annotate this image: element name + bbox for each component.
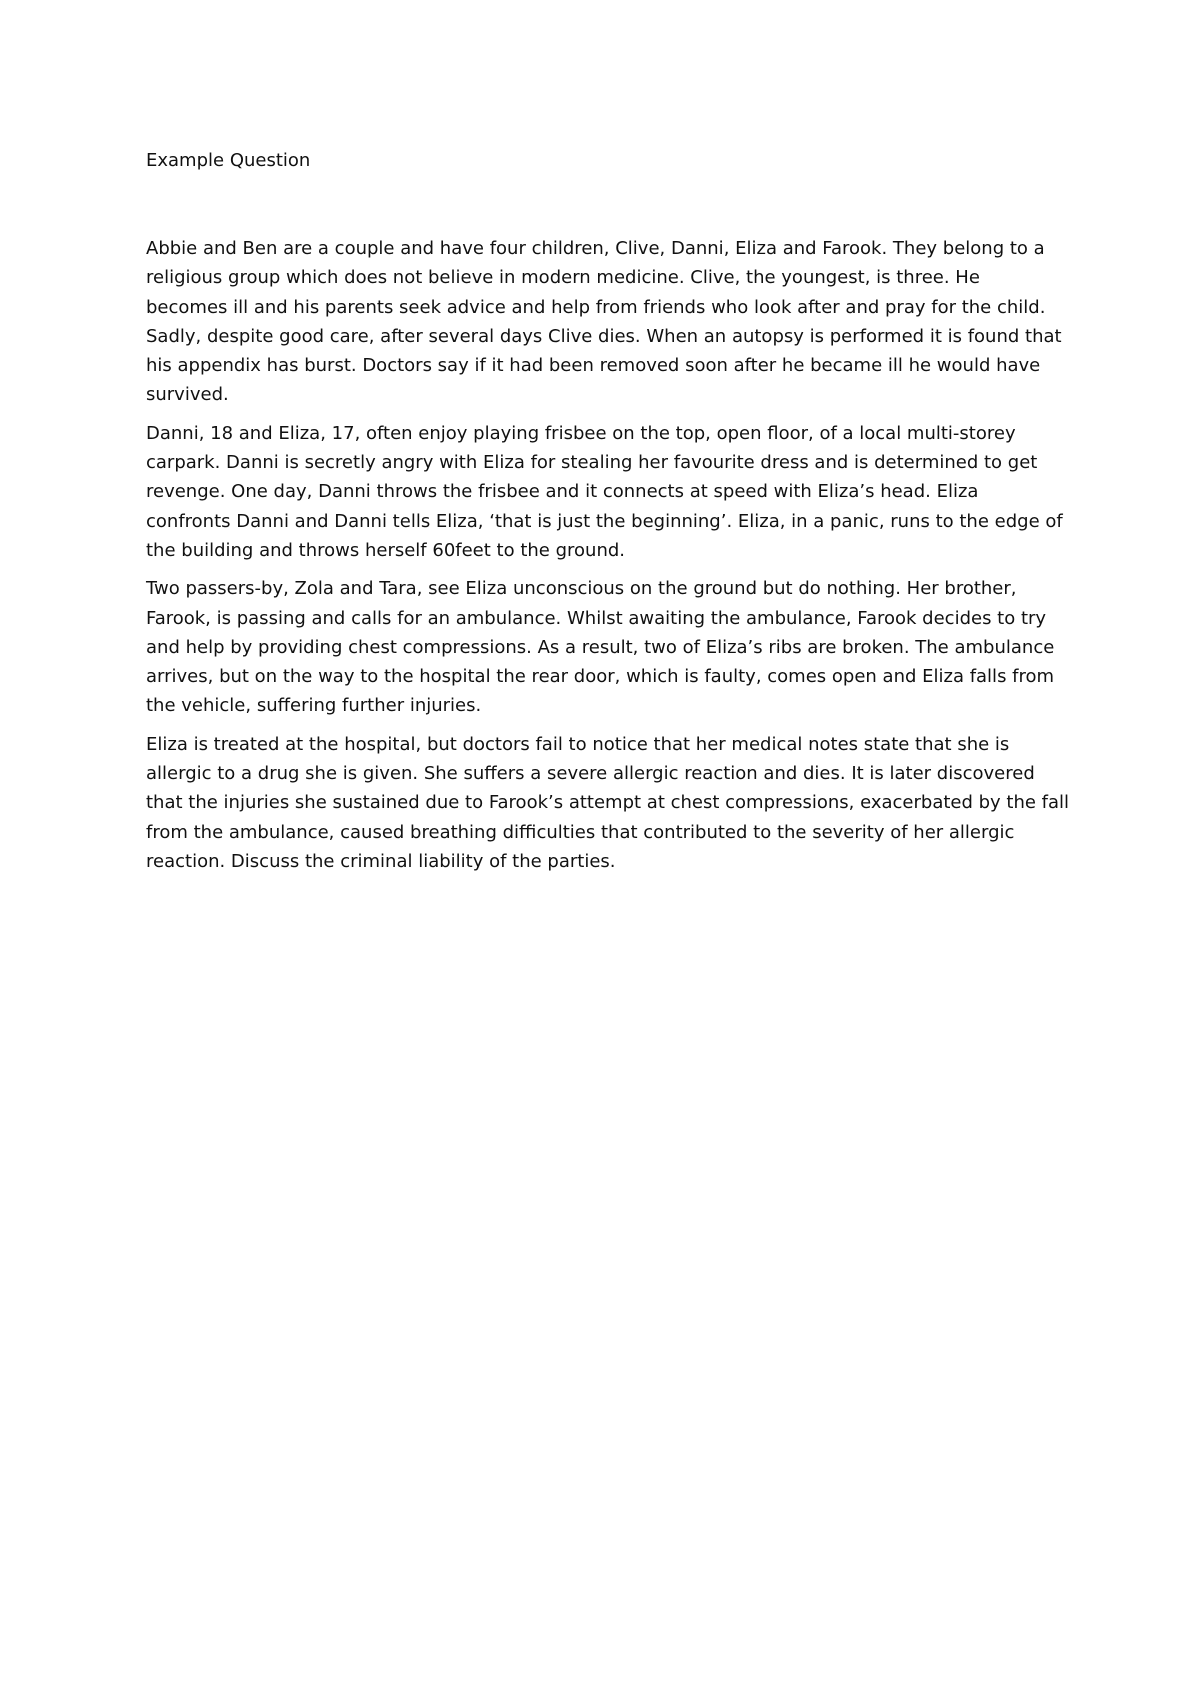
paragraph-line: allergic to a drug she is given. She suffers a severe allergic reaction and dies. It is later discovered bbox=[146, 763, 1035, 785]
document-content bbox=[146, 146, 1070, 885]
paragraph-line: becomes ill and his parents seek advice and help from friends who look after and pray for the child. bbox=[146, 296, 1046, 318]
paragraph-line: the building and throws herself 60feet to the ground. bbox=[146, 539, 625, 561]
document-title: Example Question bbox=[146, 150, 311, 171]
paragraph-line: Farook, is passing and calls for an ambulance. Whilst awaiting the ambulance, Farook decides to try bbox=[146, 607, 1047, 629]
paragraph-clive bbox=[146, 234, 1066, 410]
paragraph-line: religious group which does not believe in modern medicine. Clive, the youngest, is three. He bbox=[146, 267, 980, 289]
paragraph-line: and help by providing chest compressions. As a result, two of Eliza’s ribs are broken. The ambulance bbox=[146, 636, 1055, 658]
paragraph-line: Sadly, despite good care, after several days Clive dies. When an autopsy is performed it is found that bbox=[146, 325, 1062, 347]
paragraph-line: Two passers-by, Zola and Tara, see Eliza unconscious on the ground but do nothing. Her brother, bbox=[146, 578, 1017, 600]
paragraph-hospital bbox=[146, 730, 1070, 876]
paragraph-line: arrives, but on the way to the hospital the rear door, which is faulty, comes open and Eliza falls from bbox=[146, 666, 1055, 688]
paragraph-line: Abbie and Ben are a couple and have four children, Clive, Danni, Eliza and Farook. They belong to a bbox=[146, 238, 1045, 259]
paragraph-line: from the ambulance, caused breathing difficulties that contributed to the severity of her allergic bbox=[146, 821, 1015, 843]
paragraph-line: carpark. Danni is secretly angry with Eliza for stealing her favourite dress and is determined to get bbox=[146, 452, 1038, 474]
paragraph-line: Eliza is treated at the hospital, but doctors fail to notice that her medical notes state that she is bbox=[146, 733, 1010, 755]
paragraph-line: that the injuries she sustained due to Farook’s attempt at chest compressions, exacerbated by the fall bbox=[146, 792, 1070, 814]
paragraph-line: reaction. Discuss the criminal liability of the parties. bbox=[146, 850, 616, 872]
paragraph-passers-by bbox=[146, 574, 1066, 720]
paragraph-line: revenge. One day, Danni throws the frisbee and it connects at speed with Eliza’s head. Eliza bbox=[146, 481, 979, 503]
paragraph-line: the vehicle, suffering further injuries. bbox=[146, 695, 482, 717]
paragraph-line: survived. bbox=[146, 384, 229, 406]
paragraph-line: his appendix has burst. Doctors say if it had been removed soon after he became ill he would have bbox=[146, 355, 1041, 377]
paragraph-line: Danni, 18 and Eliza, 17, often enjoy playing frisbee on the top, open floor, of a local multi-storey bbox=[146, 422, 1016, 444]
paragraph-line: confronts Danni and Danni tells Eliza, ‘that is just the beginning’. Eliza, in a panic, runs to the edge of bbox=[146, 510, 1063, 532]
paragraph-danni-eliza bbox=[146, 419, 1066, 565]
